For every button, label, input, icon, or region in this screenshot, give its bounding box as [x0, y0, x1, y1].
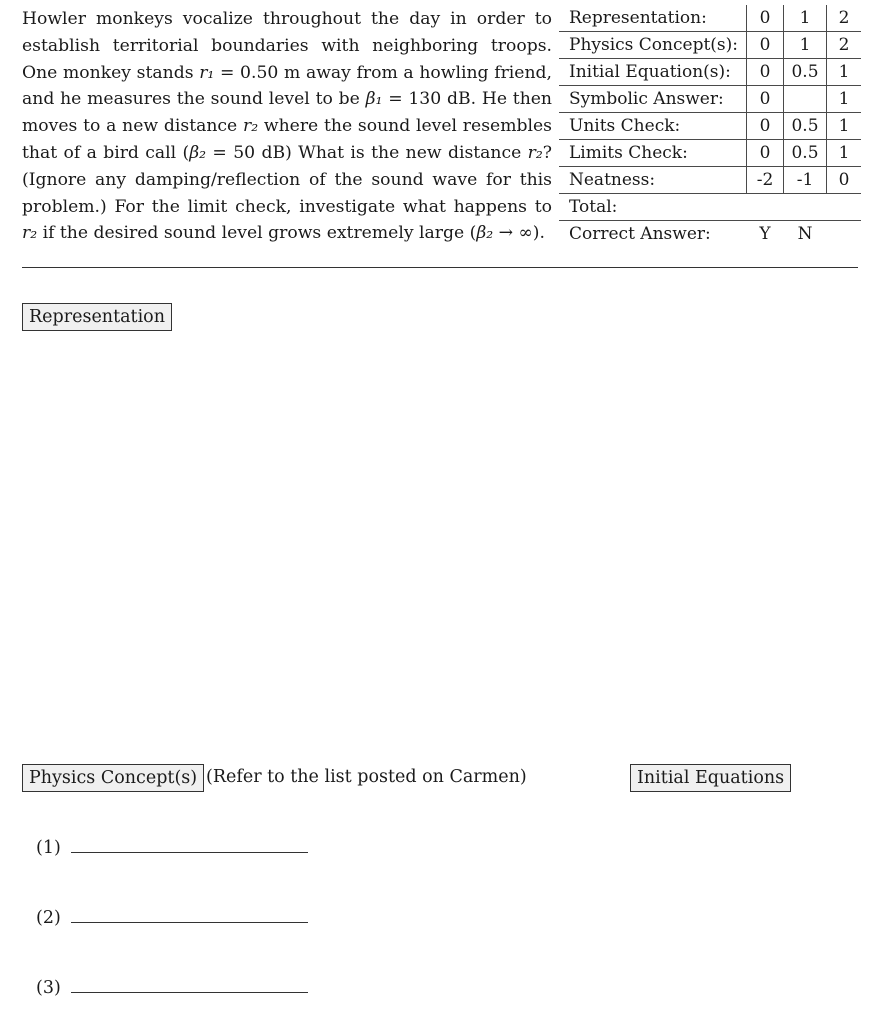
problem-text: ? (Ignore any damping/reflection of the sound wave for this problem.) For the limit check, investigate what happens to: [22, 142, 552, 217]
rubric-row: [559, 140, 861, 167]
rubric-label: Units Check:: [559, 113, 747, 140]
rubric-row: [559, 113, 861, 140]
problem-text: where the sound level resembles that of a bird call (: [22, 116, 552, 163]
math-r2: r₂: [527, 142, 543, 163]
rubric-score: 0: [747, 5, 784, 32]
blank-number: (1): [36, 838, 61, 858]
rubric-score: 0: [827, 167, 862, 194]
blank-line: [71, 976, 308, 993]
problem-text: if the desired sound level grows extremely large (: [37, 223, 477, 244]
blank-number: (3): [36, 978, 61, 998]
problem-text: = 50 dB) What is the new distance: [206, 142, 528, 163]
grading-rubric: [559, 5, 861, 247]
rubric-label: Initial Equation(s):: [559, 59, 747, 86]
rubric-row: [559, 221, 861, 248]
rubric-row: [559, 59, 861, 86]
problem-text: → ∞).: [493, 223, 545, 244]
problem-text: = 0.50 m away from a howling friend, and he measures the sound level to be: [22, 62, 552, 110]
math-beta2: β₂: [476, 223, 494, 244]
horizontal-divider: [22, 267, 858, 268]
rubric-score: 0.5: [784, 140, 827, 167]
blank-line: [71, 906, 308, 923]
rubric-label: Representation:: [559, 5, 747, 32]
representation-heading: Representation: [22, 303, 172, 331]
rubric-score: 0: [747, 32, 784, 59]
rubric-row: [559, 194, 861, 221]
blank-line: [71, 836, 308, 853]
rubric-label: Neatness:: [559, 167, 747, 194]
rubric-score: -1: [784, 167, 827, 194]
math-r2: r₂: [243, 116, 259, 137]
rubric-score: [784, 86, 827, 113]
rubric-score: 0: [747, 140, 784, 167]
rubric-label: Limits Check:: [559, 140, 747, 167]
rubric-row: [559, 86, 861, 113]
rubric-score: 2: [827, 32, 862, 59]
rubric-row: [559, 167, 861, 194]
rubric-score: 0: [747, 59, 784, 86]
rubric-score: 1: [827, 140, 862, 167]
rubric-score: [784, 194, 827, 221]
rubric-score: [827, 194, 862, 221]
rubric-score: 0: [747, 86, 784, 113]
physics-concepts-note: (Refer to the list posted on Carmen): [206, 767, 527, 787]
rubric-row: [559, 5, 861, 32]
rubric-label: Total:: [559, 194, 747, 221]
rubric-score: Y: [759, 224, 771, 244]
rubric-score: 0: [747, 113, 784, 140]
rubric-score: 2: [827, 5, 862, 32]
rubric-score: 1: [784, 32, 827, 59]
concept-blank[interactable]: [36, 906, 308, 928]
math-beta2: β₂: [189, 142, 207, 163]
concept-blank[interactable]: [36, 836, 308, 858]
rubric-score: 1: [827, 113, 862, 140]
math-r2: r₂: [22, 223, 38, 244]
rubric-score: 0.5: [784, 59, 827, 86]
rubric-score: -2: [747, 167, 784, 194]
blank-number: (2): [36, 908, 61, 928]
rubric-label: Correct Answer:: [569, 224, 711, 244]
rubric-score: 1: [827, 59, 862, 86]
concept-blank[interactable]: [36, 976, 308, 998]
rubric-label: Symbolic Answer:: [559, 86, 747, 113]
rubric-score: [747, 194, 784, 221]
rubric-label: Physics Concept(s):: [559, 32, 747, 59]
rubric-score: 1: [827, 86, 862, 113]
initial-equations-heading: Initial Equations: [630, 764, 791, 792]
rubric-score: 1: [784, 5, 827, 32]
math-beta1: β₁: [365, 89, 383, 110]
rubric-score: N: [797, 224, 813, 244]
math-r1: r₁: [199, 62, 215, 83]
problem-text: Howler monkeys vocalize throughout the day in order to establish territorial boundaries with neighboring troops. One monkey stands: [22, 9, 552, 83]
problem-statement: [22, 6, 552, 247]
rubric-score: [827, 221, 862, 248]
rubric-row: [559, 32, 861, 59]
rubric-score: 0.5: [784, 113, 827, 140]
problem-text: = 130 dB. He then moves to a new distance: [22, 89, 553, 137]
physics-concepts-heading: Physics Concept(s): [22, 764, 204, 792]
